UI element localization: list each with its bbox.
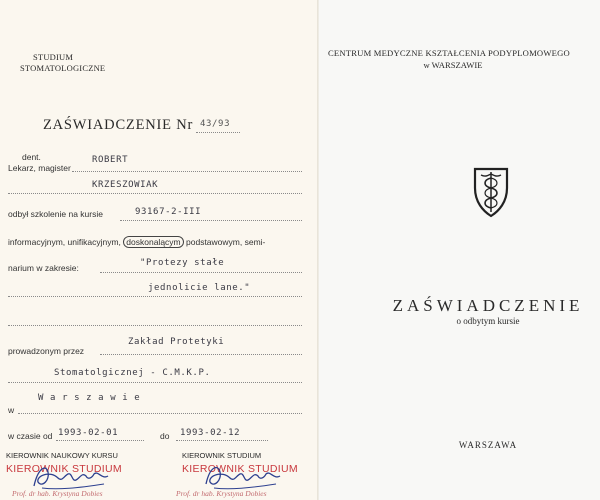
number-line: [196, 132, 240, 133]
conducted-label: prowadzonym przez: [8, 346, 85, 356]
city: W a r s z a w i e: [38, 393, 141, 403]
stamp-title-left: KIEROWNIK STUDIUM: [6, 463, 122, 475]
date-from-line: [56, 440, 144, 441]
type-doskonalacy: doskonalącym: [123, 236, 183, 248]
type-informacyjny: informacyjnym,: [8, 237, 66, 247]
conductor-line2: Stomatolgicznej - C.M.K.P.: [54, 368, 211, 378]
degree-prefix: dent.: [22, 152, 41, 162]
course-code: 93167-2-III: [135, 207, 202, 217]
date-to: 1993-02-12: [180, 428, 241, 438]
in-label: w: [8, 405, 15, 415]
scope-label: narium w zakresie:: [8, 263, 79, 273]
scope-line2: jednolicie lane.": [148, 283, 251, 293]
stamp-name-left: Prof. dr hab. Krystyna Dobies: [12, 489, 103, 498]
scientific-director-label: KIEROWNIK NAUKOWY KURSU: [6, 451, 118, 460]
surname-line: [8, 193, 302, 194]
cover-header-line2: w WARSZAWIE: [423, 60, 483, 70]
period-label: w czasie od: [8, 431, 53, 441]
to-label: do: [160, 431, 170, 441]
cover-title: ZAŚWIADCZENIE: [392, 296, 584, 315]
name-line: [72, 171, 302, 172]
conductor-line-b: [8, 382, 302, 383]
studium-director-label: KIEROWNIK STUDIUM: [182, 451, 262, 460]
course-types-line: [8, 237, 265, 247]
signature-left: [28, 458, 118, 494]
cover-header-line1: CENTRUM MEDYCZNE KSZTAŁCENIA PODYPLOMOWEGO: [328, 48, 570, 58]
page-fold: [317, 0, 319, 500]
degree-label: Lekarz, magister: [8, 163, 71, 173]
type-unifikacyjny: unifikacyjnym,: [67, 237, 121, 247]
certificate-cover-page: [318, 0, 600, 500]
course-label: odbył szkolenie na kursie: [8, 209, 103, 219]
date-to-line: [176, 440, 268, 441]
certificate-title: ZAŚWIADCZENIE Nr: [43, 117, 194, 133]
scope-line-a: [100, 272, 302, 273]
type-podstawowy: podstawowym,: [186, 237, 243, 247]
signature-right: [198, 458, 288, 494]
city-line: [18, 413, 302, 414]
cover-subtitle: o odbytym kursie: [456, 316, 520, 326]
stamp-name-right: Prof. dr hab. Krystyna Dobies: [176, 489, 267, 498]
stamp-title-right: KIEROWNIK STUDIUM: [182, 463, 298, 475]
scope-line-b: [8, 296, 302, 297]
certificate-number: 43/93: [200, 119, 231, 129]
institution-line2: STOMATOLOGICZNE: [20, 63, 106, 73]
conductor-line1: Zakład Protetyki: [128, 337, 225, 347]
last-name: KRZESZOWIAK: [92, 180, 159, 190]
conductor-line-a: [100, 354, 302, 355]
institution-line1: STUDIUM: [33, 52, 74, 62]
first-name: ROBERT: [92, 155, 129, 165]
date-from: 1993-02-01: [58, 428, 119, 438]
type-seminarium: semi-: [244, 237, 266, 247]
caduceus-shield-icon: [471, 166, 511, 218]
cover-city: WARSZAWA: [458, 440, 518, 450]
course-line: [120, 220, 302, 221]
scope-line1: "Protezy stałe: [140, 258, 225, 268]
scope-line-c: [8, 325, 302, 326]
